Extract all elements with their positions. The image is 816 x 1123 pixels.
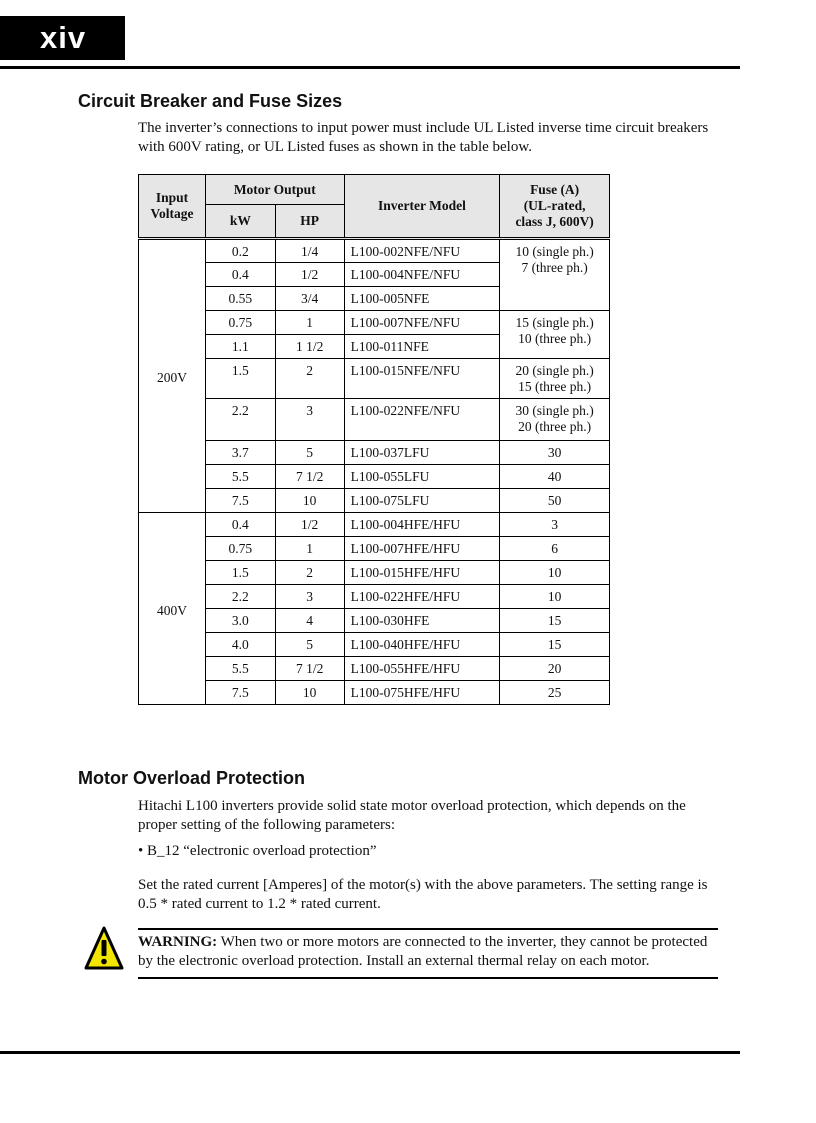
cell-hp: 1/2 [275,513,344,537]
page-number-tab: xiv [0,16,125,60]
cell-fuse: 30 (single ph.) 20 (three ph.) [500,399,610,441]
table-row [139,489,610,513]
table-row [139,399,610,441]
cell-hp: 1 [275,537,344,561]
header-hp: HP [275,205,344,239]
voltage-400v: 400V [139,513,206,705]
cell-fuse: 30 [500,441,610,465]
cell-hp: 3/4 [275,287,344,311]
bottom-rule [0,1051,740,1054]
setting-text: Set the rated current [Amperes] of the motor(s) with the above parameters. The setting range is 0.5 * rated current to 1.2 * rated current. [138,877,708,912]
cell-kw: 1.5 [205,561,275,585]
cell-hp: 1 1/2 [275,335,344,359]
cell-fuse: 15 (single ph.) 10 (three ph.) [500,311,610,359]
table-row [139,465,610,489]
table-row [139,657,610,681]
motor-overload-intro: Hitachi L100 inverters provide solid state motor overload protection, which depends on the proper setting of the following parameters: [138,798,686,833]
cell-hp: 3 [275,585,344,609]
table-row [139,441,610,465]
table-row [139,561,610,585]
table-row [139,609,610,633]
cell-model: L100-002NFE/NFU [344,239,500,263]
bullet-b12: • B_12 “electronic overload protection” [138,843,377,859]
cell-fuse: 40 [500,465,610,489]
cell-model: L100-011NFE [344,335,500,359]
cell-kw: 4.0 [205,633,275,657]
cell-fuse: 50 [500,489,610,513]
cell-hp: 5 [275,633,344,657]
cell-model: L100-007NFE/NFU [344,311,500,335]
cell-hp: 2 [275,359,344,399]
table-row [139,585,610,609]
cell-model: L100-075LFU [344,489,500,513]
top-rule [0,66,740,69]
cell-hp: 3 [275,399,344,441]
cell-model: L100-004NFE/NFU [344,263,500,287]
cell-model: L100-040HFE/HFU [344,633,500,657]
warning-text: When two or more motors are connected to the inverter, they cannot be protected by the electronic overload protection. Install an external thermal relay on each motor. [138,934,708,969]
cell-kw: 1.1 [205,335,275,359]
circuit-breaker-intro: The inverter’s connections to input power must include UL Listed inverse time circuit breakers with 600V rating, or UL Listed fuses as shown in the table below. [138,120,709,155]
warning-label: WARNING: [138,934,218,950]
cell-fuse: 20 (single ph.) 15 (three ph.) [500,359,610,399]
cell-model: L100-030HFE [344,609,500,633]
cell-model: L100-015HFE/HFU [344,561,500,585]
cell-kw: 7.5 [205,681,275,705]
cell-kw: 0.2 [205,239,275,263]
cell-hp: 7 1/2 [275,465,344,489]
header-motor-output: Motor Output [205,175,344,205]
cell-kw: 5.5 [205,465,275,489]
cell-hp: 1/2 [275,263,344,287]
cell-fuse: 15 [500,633,610,657]
warning-icon [84,926,124,970]
cell-hp: 2 [275,561,344,585]
cell-kw: 0.75 [205,537,275,561]
cell-model: L100-037LFU [344,441,500,465]
cell-model: L100-007HFE/HFU [344,537,500,561]
cell-model: L100-015NFE/NFU [344,359,500,399]
cell-fuse: 6 [500,537,610,561]
header-inverter-model: Inverter Model [344,175,500,239]
cell-kw: 3.0 [205,609,275,633]
table-row [139,537,610,561]
cell-fuse: 10 [500,561,610,585]
section-title-motor-overload: Motor Overload Protection [78,768,306,788]
cell-kw: 0.4 [205,263,275,287]
cell-fuse: 20 [500,657,610,681]
cell-hp: 1/4 [275,239,344,263]
cell-model: L100-005NFE [344,287,500,311]
cell-fuse: 10 [500,585,610,609]
cell-kw: 0.75 [205,311,275,335]
cell-kw: 5.5 [205,657,275,681]
table-row [139,239,610,263]
cell-model: L100-004HFE/HFU [344,513,500,537]
cell-hp: 4 [275,609,344,633]
cell-model: L100-022NFE/NFU [344,399,500,441]
cell-kw: 2.2 [205,399,275,441]
cell-kw: 0.4 [205,513,275,537]
cell-fuse: 25 [500,681,610,705]
cell-fuse: 3 [500,513,610,537]
cell-hp: 1 [275,311,344,335]
header-input-voltage: Input Voltage [139,175,206,239]
warning-box [138,928,718,979]
header-kw: kW [205,205,275,239]
table-row [139,311,610,335]
table-row [139,633,610,657]
table-row [139,513,610,537]
table-row [139,681,610,705]
voltage-200v: 200V [139,239,206,513]
cell-model: L100-022HFE/HFU [344,585,500,609]
header-fuse: Fuse (A) (UL-rated, class J, 600V) [500,175,610,239]
cell-kw: 0.55 [205,287,275,311]
cell-kw: 3.7 [205,441,275,465]
table-row [139,359,610,399]
cell-model: L100-055HFE/HFU [344,657,500,681]
cell-kw: 7.5 [205,489,275,513]
cell-hp: 7 1/2 [275,657,344,681]
cell-kw: 2.2 [205,585,275,609]
cell-kw: 1.5 [205,359,275,399]
fuse-table [138,174,610,705]
cell-fuse: 10 (single ph.) 7 (three ph.) [500,239,610,311]
cell-hp: 10 [275,681,344,705]
cell-hp: 5 [275,441,344,465]
cell-model: L100-075HFE/HFU [344,681,500,705]
cell-model: L100-055LFU [344,465,500,489]
cell-fuse: 15 [500,609,610,633]
section-title-circuit-breaker: Circuit Breaker and Fuse Sizes [78,91,343,111]
cell-hp: 10 [275,489,344,513]
